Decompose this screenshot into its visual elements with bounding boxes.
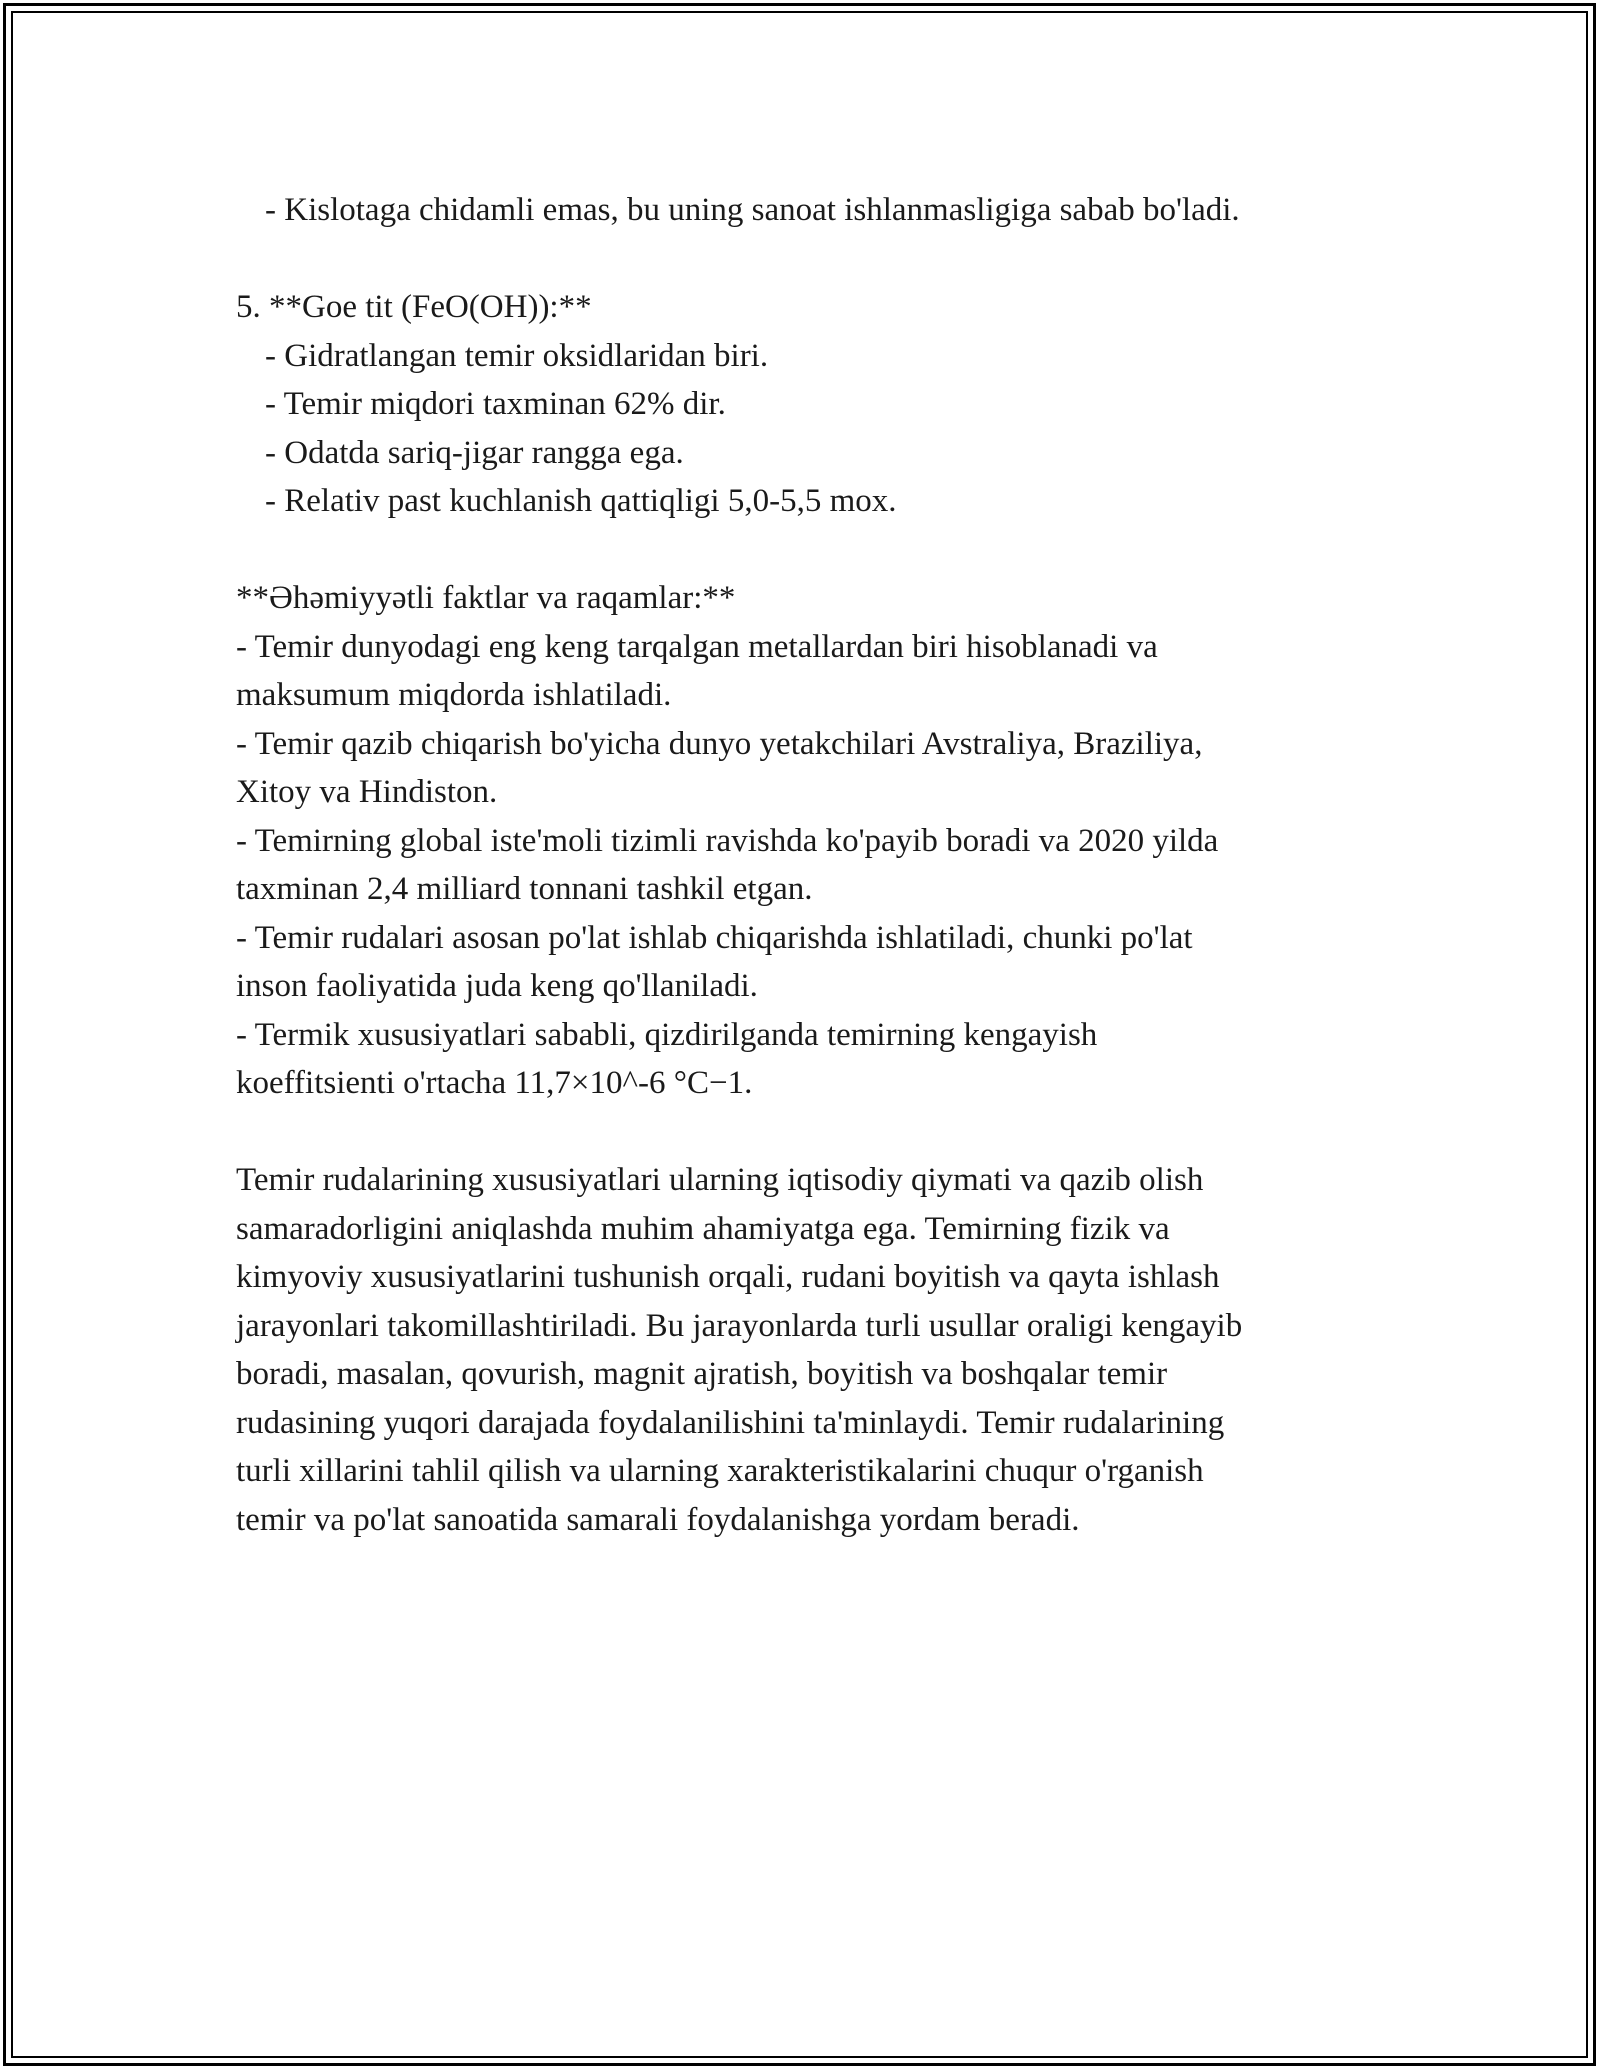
conclusion-line: Temir rudalarining xususiyatlari ularning iqtisodiy qiymati va qazib olish [236, 1162, 1204, 1198]
conclusion-line: turli xillarini tahlil qilish va ularning xarakteristikalarini chuqur o'rganish [236, 1453, 1204, 1489]
list-item: - Odatda sariq-jigar rangga ega. [265, 434, 684, 471]
facts-line: - Temir dunyodagi eng keng tarqalgan metallardan biri hisoblanadi va [236, 628, 1158, 665]
section-heading: 5. **Goe tit (FeO(OH)):** [236, 289, 592, 325]
list-item: - Temir miqdori taxminan 62% dir. [265, 386, 726, 422]
facts-line: maksumum miqdorda ishlatiladi. [236, 677, 672, 713]
spacer [236, 235, 1366, 284]
conclusion-line: kimyoviy xususiyatlarini tushunish orqali, rudani boyitish va qayta ishlash [236, 1259, 1220, 1295]
conclusion-line: temir va po'lat sanoatida samarali foydalanishga yordam beradi. [236, 1501, 1080, 1538]
conclusion-line: samaradorligini aniqlashda muhim ahamiyatga ega. Temirning fizik va [236, 1210, 1170, 1247]
conclusion-line: rudasining yuqori darajada foydalanilishini ta'minlaydi. Temir rudalarining [236, 1404, 1225, 1441]
facts-line: - Temir qazib chiqarish bo'yicha dunyo yetakchilari Avstraliya, Braziliya, [236, 725, 1203, 762]
conclusion-line: boradi, masalan, qovurish, magnit ajratish, boyitish va boshqalar temir [236, 1356, 1168, 1392]
conclusion-line: jarayonlari takomillashtiriladi. Bu jarayonlarda turli usullar oraligi kengayib [236, 1307, 1243, 1344]
spacer [236, 1108, 1366, 1157]
list-item: - Kislotaga chidamli emas, bu uning sanoat ishlanmasligiga sabab bo'ladi. [265, 192, 1240, 228]
facts-heading: **Əhəmiyyətli faktlar va raqamlar:** [236, 580, 736, 616]
facts-line: - Termik xususiyatlari sababli, qizdirilganda temirning kengayish [236, 1016, 1098, 1053]
list-item: - Gidratlangan temir oksidlaridan biri. [265, 337, 769, 374]
document-body [236, 186, 1366, 1544]
facts-line: inson faoliyatida juda keng qo'llaniladi. [236, 968, 758, 1004]
facts-line: koeffitsienti o'rtacha 11,7×10^-6 °C−1. [236, 1065, 753, 1101]
facts-line: - Temir rudalari asosan po'lat ishlab chiqarishda ishlatiladi, chunki po'lat [236, 919, 1193, 956]
spacer [236, 526, 1366, 575]
facts-line: Xitoy va Hindiston. [236, 774, 498, 810]
list-item: - Relativ past kuchlanish qattiqligi 5,0-5,5 mox. [265, 483, 897, 519]
facts-line: taxminan 2,4 milliard tonnani tashkil etgan. [236, 871, 813, 907]
facts-line: - Temirning global iste'moli tizimli ravishda ko'payib boradi va 2020 yilda [236, 822, 1219, 859]
